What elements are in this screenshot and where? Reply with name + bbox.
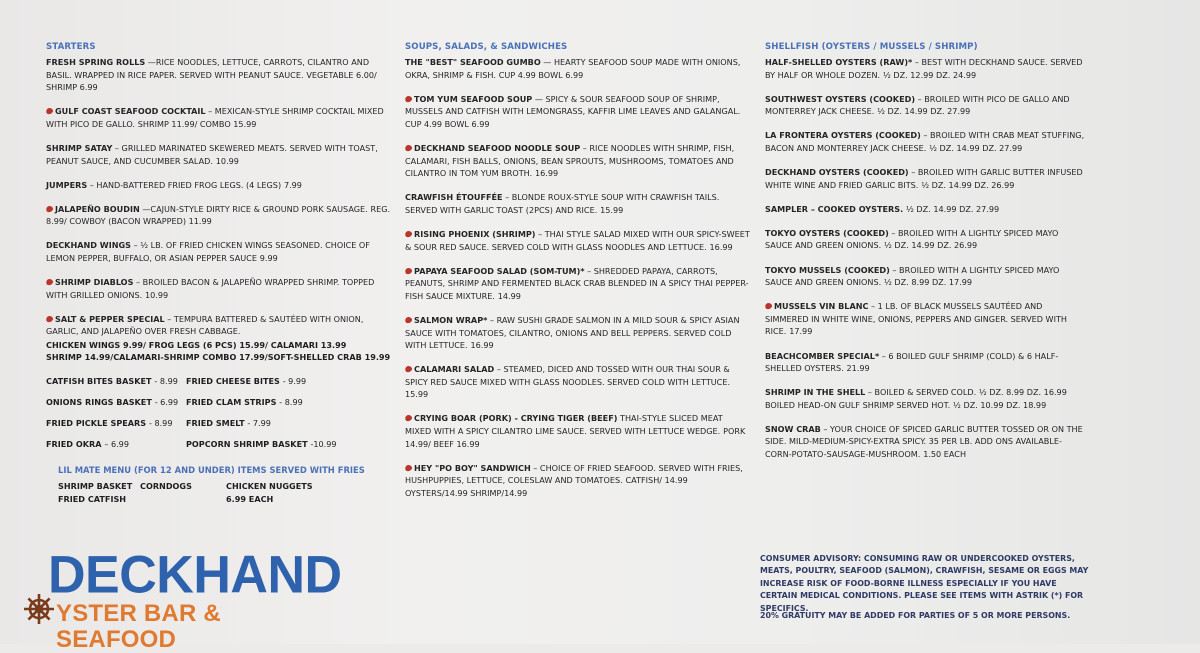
menu-item-description: – 1 LB. OF BLACK MUSSELS SAUTÉED AND SIMMERED IN WHITE WINE, ONIONS, PEPPERS AND GINGER. SERVED WITH RICE. — [765, 301, 1067, 337]
shellfish-title: SHELLFISH (OYSTERS / MUSSELS / SHRIMP) — [765, 42, 978, 52]
menu-item — [765, 423, 1085, 461]
soups-column — [405, 42, 750, 511]
menu-item-price: 9.99 — [259, 253, 278, 264]
menu-item — [765, 264, 1085, 289]
menu-item-name: THE "BEST" SEAFOOD GUMBO — [405, 57, 541, 67]
menu-item-name: FRESH SPRING ROLLS — [46, 57, 146, 67]
soups-list — [405, 56, 750, 500]
menu-item-name: MUSSELS VIN BLANC — [774, 301, 869, 312]
basket-price: -10.99 — [310, 438, 337, 449]
menu-item-price: PORK 14.99/ BEEF 16.99 — [405, 426, 746, 449]
menu-item-description: – THAI STYLE SALAD MIXED WITH OUR SPICY-SWEET & SOUR RED SAUCE. SERVED COLD WITH GLASS NOODLES AND LETTUCE. — [405, 228, 750, 252]
basket-name: ONIONS RINGS BASKET — [46, 396, 152, 407]
menu-item — [46, 203, 391, 228]
menu-item-name: SHRIMP DIABLOS — [55, 277, 134, 288]
basket-item — [186, 376, 346, 386]
basket-name: POPCORN SHRIMP BASKET — [186, 438, 308, 449]
logo-subtitle: YSTER BAR & SEAFOOD — [56, 600, 221, 653]
gratuity-note: 20% GRATUITY MAY BE ADDED FOR PARTIES OF 5 OR MORE PERSONS. — [760, 611, 1071, 620]
menu-item-name: GULF COAST SEAFOOD COCKTAIL — [55, 106, 206, 117]
menu-item-price: ½ DZ. 12.99 DZ. 24.99 — [882, 69, 977, 80]
chili-pepper-icon — [404, 144, 413, 152]
menu-item-name: CALAMARI SALAD — [414, 364, 495, 375]
menu-item — [46, 56, 391, 94]
menu-item-price: 15.99 — [600, 204, 624, 215]
menu-item — [405, 228, 750, 253]
menu-item-price: 15.99 — [405, 389, 429, 400]
chili-pepper-icon — [404, 230, 413, 238]
menu-item-description: – BROILED WITH CRAB MEAT STUFFING, BACON AND MONTERREY JACK CHEESE. — [765, 130, 1085, 153]
menu-item — [765, 166, 1085, 191]
basket-item — [186, 418, 346, 428]
menu-item-name: SALMON WRAP* — [414, 314, 488, 325]
basket-name: FRIED OKRA — [46, 438, 102, 449]
basket-item — [46, 439, 186, 449]
kids-menu-title: LIL MATE MENU (FOR 12 AND UNDER) ITEMS SERVED WITH FRIES — [58, 464, 365, 475]
menu-item — [46, 105, 391, 130]
menu-item-name: JALAPEÑO BOUDIN — [55, 203, 140, 214]
kids-menu-items — [58, 481, 391, 504]
menu-item-price: ½ DZ. 14.99 DZ. 27.99 — [929, 142, 1023, 153]
basket-item — [46, 418, 186, 428]
menu-item-price: ½ DZ. 14.99 DZ. 26.99 — [921, 179, 1015, 190]
menu-item-name: DECKHAND SEAFOOD NOODLE SOUP — [414, 142, 581, 153]
basket-price: - 8.99 — [279, 396, 303, 407]
menu-item — [765, 300, 1085, 338]
basket-item — [186, 439, 346, 449]
menu-item-description: – TEMPURA BATTERED & SAUTÉED WITH ONION, GARLIC, AND JALAPEÑO OVER FRESH CABBAGE. — [46, 313, 364, 337]
chili-pepper-icon — [404, 316, 413, 324]
menu-item-name: BEACHCOMBER SPECIAL* — [765, 350, 880, 361]
kids-menu-item: SHRIMP BASKET — [58, 480, 133, 491]
menu-item-description: – CHOICE OF FRIED SEAFOOD. SERVED WITH FRIES, HUSHPUPPIES, LETTUCE, COLESLAW AND TOMATOES. — [405, 462, 743, 486]
shellfish-list — [765, 56, 1085, 461]
salt-pepper-price-line: SHRIMP 14.99/CALAMARI-SHRIMP COMBO 17.99/SOFT-SHELLED CRAB 19.99 — [46, 352, 391, 363]
menu-item-name: SALT & PEPPER SPECIAL — [55, 313, 165, 324]
kids-menu-item: 6.99 EACH — [226, 493, 274, 504]
menu-item — [765, 227, 1085, 252]
chili-pepper-icon — [45, 205, 54, 213]
menu-item-description: – STEAMED, DICED AND TOSSED WITH OUR THAI SOUR & SPICY RED SAUCE MIXED WITH GLASS NOODLES. SERVED COLD WITH LETTUCE. — [405, 364, 731, 387]
menu-item — [405, 314, 750, 352]
menu-item — [46, 239, 391, 264]
basket-name: CATFISH BITES BASKET — [46, 375, 152, 386]
basket-name: FRIED CHEESE BITES — [186, 375, 280, 386]
menu-item-description: – SHREDDED PAPAYA, CARROTS, PEANUTS, SHRIMP AND FERMENTED BLACK CRAB BLENDED IN A SPICY THAI PEPPER-FISH SAUCE MIXTURE. — [405, 265, 749, 301]
menu-item-description: – 6 BOILED GULF SHRIMP (COLD) & 6 HALF-SHELLED OYSTERS. — [765, 350, 1059, 374]
menu-item-name: SAMPLER – COOKED OYSTERS. — [765, 203, 904, 214]
menu-item-price: 17.99 — [789, 326, 813, 337]
kids-menu-item — [140, 494, 226, 504]
menu-item — [405, 142, 750, 180]
menu-item-name: DECKHAND OYSTERS (COOKED) — [765, 167, 909, 178]
basket-name: FRIED SMELT — [186, 417, 245, 428]
ship-wheel-icon — [22, 592, 56, 626]
chili-pepper-icon — [404, 464, 413, 472]
salt-pepper-price-line: CHICKEN WINGS 9.99/ FROG LEGS (6 PCS) 15.99/ CALAMARI 13.99 — [46, 339, 347, 350]
menu-item-description: – GRILLED MARINATED SKEWERED MEATS. SERVED WITH TOAST, PEANUT SAUCE, AND CUCUMBER SALAD. — [46, 142, 378, 166]
basket-price: – 6.99 — [104, 438, 129, 449]
menu-item-name: SNOW CRAB — [765, 423, 821, 434]
menu-item-name: HEY "PO BOY" SANDWICH — [414, 462, 531, 473]
menu-item-price: 10.99 — [215, 155, 239, 166]
kids-menu-item: CHICKEN NUGGETS — [226, 480, 313, 491]
menu-item — [765, 129, 1085, 154]
menu-item — [405, 93, 750, 131]
menu-item-description: – BOILED & SERVED COLD. ½ DZ. 8.99 DZ. 16.99 BOILED HEAD-ON GULF SHRIMP SERVED HOT. — [765, 387, 1067, 410]
menu-item-description: – RAW SUSHI GRADE SALMON IN A MILD SOUR & SPICY ASIAN SAUCE WITH TOMATOES, CILANTRO, ONIONS AND BELL PEPPERS. SERVED COLD WITH LETTUCE. — [405, 314, 740, 351]
basket-price: - 9.99 — [282, 375, 307, 386]
menu-item — [765, 350, 1085, 375]
menu-item — [405, 363, 750, 401]
baskets-grid — [46, 376, 391, 449]
menu-item-name: DECKHAND WINGS — [46, 240, 131, 251]
consumer-advisory: CONSUMER ADVISORY: CONSUMING RAW OR UNDERCOOKED OYSTERS, MEATS, POULTRY, SEAFOOD (SALMON), CRAWFISH, SESAME OR EGGS MAY INCREASE RISK OF FOOD-BORNE ILLNESS ESPECIALLY IF YOU HAVE CERTAIN MEDICAL CONDITIONS. PLEASE SEE ITEMS WITH ASTRIK (*) FOR SPECIFICS. — [760, 554, 1089, 613]
menu-item — [405, 412, 750, 450]
menu-item-price: 1.50 EACH — [923, 449, 967, 460]
kids-menu-item: CORNDOGS — [140, 480, 192, 491]
chili-pepper-icon — [764, 302, 773, 310]
starters-list — [46, 56, 391, 338]
basket-price: - 8.99 — [148, 417, 173, 428]
menu-item — [405, 191, 750, 216]
basket-price: - 7.99 — [247, 417, 271, 428]
menu-item-price: 16.99 — [470, 340, 494, 351]
menu-item-price: ½ DZ. 10.99 DZ. 18.99 — [953, 399, 1047, 410]
chili-pepper-icon — [45, 107, 54, 115]
menu-item-description: – BROILED WITH GARLIC BUTTER INFUSED WHITE WINE AND FRIED GARLIC BITS. — [765, 167, 1083, 190]
basket-price: - 6.99 — [154, 396, 179, 407]
menu-item-price: CUP 4.99 BOWL 6.99 — [498, 69, 584, 80]
menu-item-name: CRAWFISH ÉTOUFFÉE — [405, 192, 503, 203]
chili-pepper-icon — [45, 278, 54, 286]
menu-item-name: SOUTHWEST OYSTERS (COOKED) — [765, 93, 916, 104]
menu-item-price: CATFISH/ 14.99 OYSTERS/14.99 SHRIMP/14.99 — [405, 475, 688, 498]
menu-item-price: 14.99 — [497, 290, 521, 301]
menu-item-name: HALF-SHELLED OYSTERS (RAW)* — [765, 57, 913, 67]
menu-item-name: SHRIMP SATAY — [46, 142, 113, 153]
menu-item-description: – BROILED WITH A LIGHTLY SPICED MAYO SAUCE AND GREEN ONIONS. — [765, 264, 1060, 288]
menu-item-description: – BROILED WITH PICO DE GALLO AND MONTERREY JACK CHEESE. — [765, 93, 1070, 117]
kids-menu-item: FRIED CATFISH — [58, 493, 127, 504]
deckhand-logo — [22, 545, 342, 653]
menu-item-price: 16.99 — [534, 168, 559, 179]
menu-item-name: CRYING BOAR (PORK) - CRYING TIGER (BEEF) — [414, 413, 618, 424]
menu-item-description: – BLONDE ROUX-STYLE SOUP WITH CRAWFISH TAILS. SERVED WITH GARLIC TOAST (2PCS) AND RICE. — [405, 192, 720, 215]
menu-item-name: TOM YUM SEAFOOD SOUP — [414, 93, 533, 104]
basket-price: - 8.99 — [154, 375, 178, 386]
menu-item-price: 16.99 — [709, 241, 733, 252]
menu-item — [405, 462, 750, 500]
menu-item-description: — HEARTY SEAFOOD SOUP MADE WITH ONIONS, OKRA, SHRIMP & FISH. — [405, 57, 741, 80]
menu-item — [405, 56, 750, 81]
starters-column — [46, 42, 391, 504]
menu-item — [46, 179, 391, 192]
basket-item — [46, 397, 186, 407]
menu-item-description: —CAJUN-STYLE DIRTY RICE & GROUND PORK SAUSAGE. — [139, 203, 368, 214]
menu-item — [46, 313, 391, 338]
menu-item-price: ½ DZ. 14.99 DZ. 27.99 — [877, 106, 971, 117]
logo-wordmark: DECKHAND — [48, 545, 342, 605]
salt-pepper-prices — [46, 339, 391, 364]
menu-item-price: CUP 4.99 BOWL 6.99 — [405, 118, 490, 129]
menu-item — [46, 142, 391, 167]
menu-item-price: ½ DZ. 14.99 DZ. 27.99 — [906, 203, 1000, 214]
menu-item-description: —RICE NOODLES, LETTUCE, CARROTS, CILANTRO AND BASIL. WRAPPED IN RICE PAPER. SERVED WITH PEANUT SAUCE. — [46, 57, 370, 80]
menu-item-description: – BROILED WITH A LIGHTLY SPICED MAYO SAUCE AND GREEN ONIONS. — [765, 227, 1059, 251]
menu-item-price: ½ DZ. 14.99 DZ. 26.99 — [884, 240, 978, 251]
chili-pepper-icon — [404, 414, 413, 422]
menu-item-price: REG. 8.99/ COWBOY (BACON WRAPPED) 11.99 — [46, 203, 391, 227]
menu-item — [46, 276, 391, 301]
shellfish-column — [765, 42, 1085, 472]
starters-title: STARTERS — [46, 42, 96, 52]
menu-item-price: 7.99 — [283, 179, 302, 190]
menu-item-description: – BROILED BACON & JALAPEÑO WRAPPED SHRIMP. TOPPED WITH GRILLED ONIONS. — [46, 277, 375, 300]
menu-item-price: 10.99 — [145, 289, 169, 300]
menu-item-description: – MEXICAN-STYLE SHRIMP COCKTAIL MIXED WITH PICO DE GALLO. — [46, 106, 384, 129]
basket-item — [46, 376, 186, 386]
menu-item-description: – BEST WITH DECKHAND SAUCE. SERVED BY HALF OR WHOLE DOZEN. — [765, 57, 1083, 80]
menu-item-name: LA FRONTERA OYSTERS (COOKED) — [765, 130, 921, 141]
soups-title: SOUPS, SALADS, & SANDWICHES — [405, 42, 568, 52]
menu-item — [765, 56, 1085, 81]
menu-item — [405, 265, 750, 303]
basket-name: FRIED PICKLE SPEARS — [46, 417, 147, 428]
basket-item — [186, 397, 346, 407]
menu-item-name: TOKYO OYSTERS (COOKED) — [765, 227, 889, 238]
basket-name: FRIED CLAM STRIPS — [186, 396, 277, 407]
chili-pepper-icon — [404, 94, 413, 102]
menu-item-description: – ½ LB. OF FRIED CHICKEN WINGS SEASONED. CHOICE OF LEMON PEPPER, BUFFALO, OR ASIAN PEPPER SAUCE — [46, 240, 370, 264]
menu-item-name: RISING PHOENIX (SHRIMP) — [414, 228, 536, 239]
menu-item-description: — SPICY & SOUR SEAFOOD SOUP OF SHRIMP, MUSSELS AND CATFISH WITH LEMONGRASS, KAFFIR LIME LEAVES AND GALANGAL. — [405, 93, 741, 117]
menu-item-name: JUMPERS — [46, 179, 88, 190]
chili-pepper-icon — [404, 365, 413, 373]
menu-item-description: – RICE NOODLES WITH SHRIMP, FISH, CALAMARI, FISH BALLS, ONIONS, BEAN SPROUTS, MUSHROOMS, TOMATOES AND CILANTRO IN TOM YUM BROTH. — [405, 142, 735, 179]
menu-item-description: THAI-STYLE SLICED MEAT MIXED WITH A SPICY CILANTRO LIME SAUCE. SERVED WITH LETTUCE WEDGE. — [405, 413, 723, 437]
chili-pepper-icon — [45, 315, 54, 323]
menu-item-name: TOKYO MUSSELS (COOKED) — [765, 264, 890, 275]
menu-item — [765, 93, 1085, 118]
menu-item-description: – YOUR CHOICE OF SPICED GARLIC BUTTER TOSSED OR ON THE SIDE. MILD-MEDIUM-SPICY-EXTRA SPICY. 35 PER LB. ADD ONS AVAILABLE- CORN-POTATO-SAUSAGE-MUSHROOM. — [765, 423, 1083, 460]
menu-item — [765, 203, 1085, 216]
menu-item-price: 21.99 — [846, 363, 870, 374]
menu-item-price: VEGETABLE 6.00/ SHRIMP 6.99 — [46, 69, 377, 93]
menu-item-price: SHRIMP 11.99/ COMBO 15.99 — [137, 118, 257, 129]
menu-item-name: SHRIMP IN THE SHELL — [765, 387, 866, 398]
menu-item-price: ½ DZ. 8.99 DZ. 17.99 — [884, 277, 973, 288]
menu-item-name: PAPAYA SEAFOOD SALAD (SOM-TUM)* — [414, 265, 585, 276]
chili-pepper-icon — [404, 266, 413, 274]
menu-item-description: – HAND-BATTERED FRIED FROG LEGS. (4 LEGS) — [87, 179, 282, 190]
menu-item — [765, 386, 1085, 411]
